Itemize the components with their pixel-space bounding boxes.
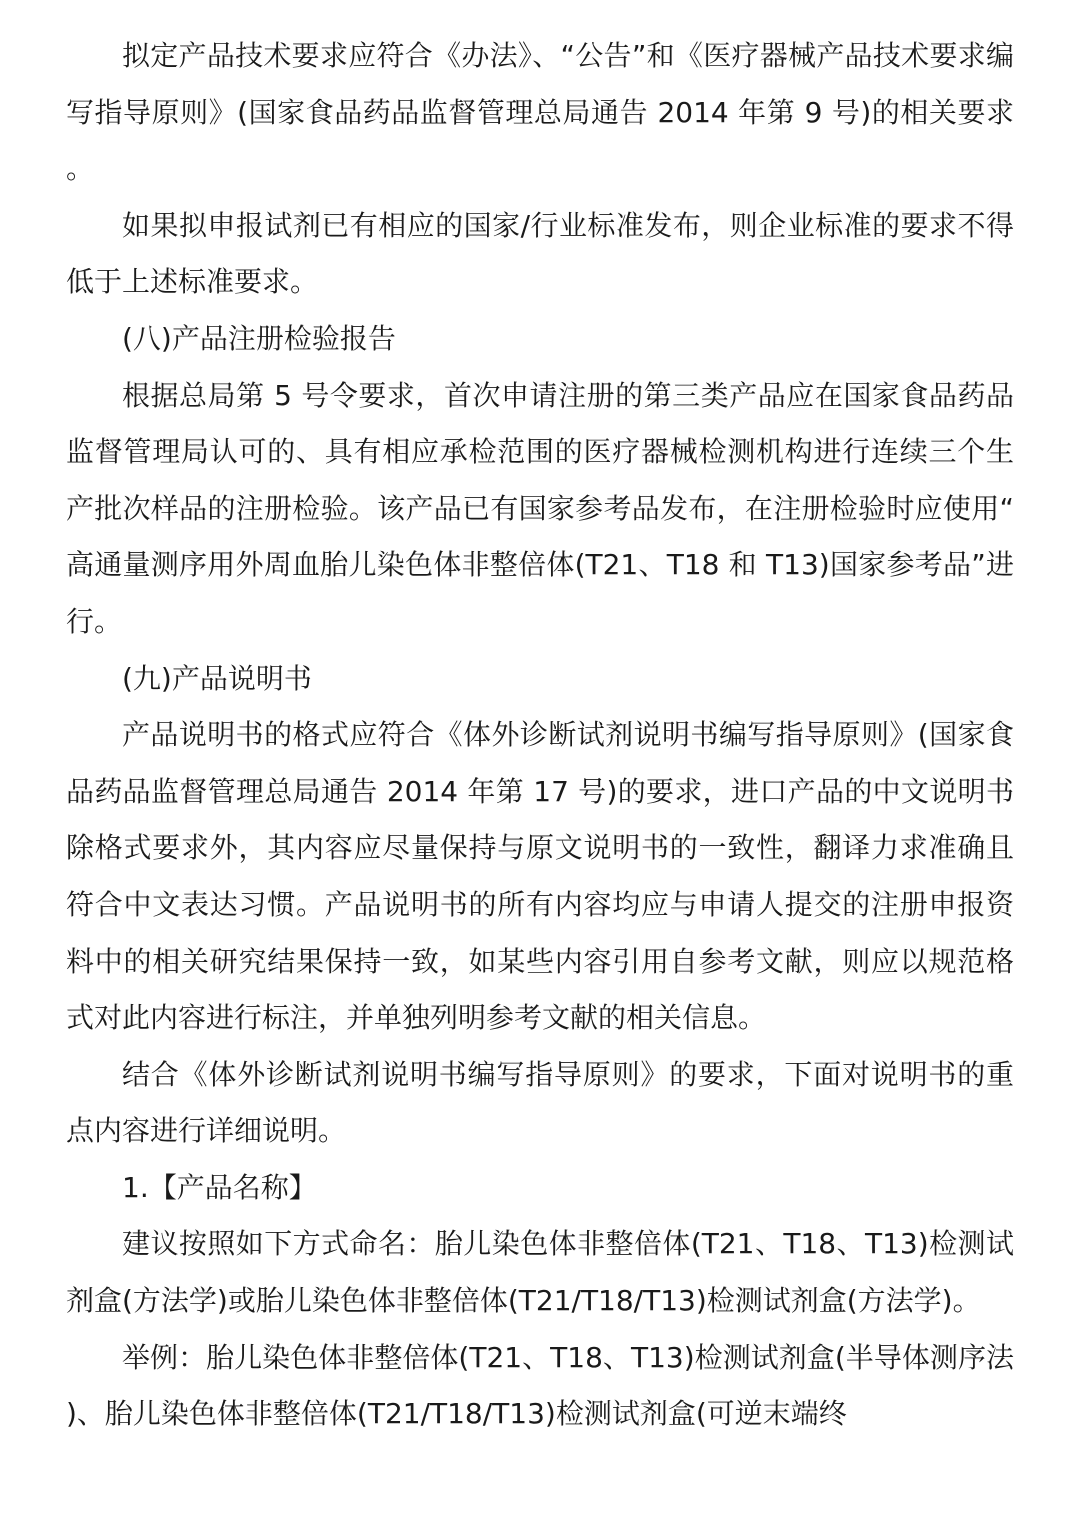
section-heading-product-manual: (九)产品说明书: [122, 661, 312, 695]
subheading-product-name: 1.【产品名称】: [122, 1170, 317, 1204]
document-page: [66, 28, 1014, 1443]
paragraph-manual-key-content: 结合《体外诊断试剂说明书编写指导原则》的要求，下面对说明书的重点内容进行详细说明。: [66, 1057, 1014, 1148]
paragraph-technical-requirements: 拟定产品技术要求应符合《办法》、“公告”和《医疗器械产品技术要求编写指导原则》(国家食品药品监督管理总局通告 2014 年第 9 号)的相关要求。: [66, 39, 1014, 186]
paragraph-naming-example: 举例：胎儿染色体非整倍体(T21、T18、T13)检测试剂盒(半导体测序法)、胎儿染色体非整倍体(T21/T18/T13)检测试剂盒(可逆末端终: [66, 1340, 1014, 1431]
paragraph-manual-format: 产品说明书的格式应符合《体外诊断试剂说明书编写指导原则》(国家食品药品监督管理总局通告 2014 年第 17 号)的要求，进口产品的中文说明书除格式要求外，其内容应尽量保持与原文说明书的一致性，翻译力求准确且符合中文表达习惯。产品说明书的所有内容均应与申请人提交的注册申报资料中的相关研究结果保持一致，如某些内容引用自参考文献，则应以规范格式对此内容进行标注，并单独列明参考文献的相关信息。: [66, 718, 1014, 1035]
paragraph-national-standard: 如果拟申报试剂已有相应的国家/行业标准发布，则企业标准的要求不得低于上述标准要求。: [66, 208, 1014, 299]
section-heading-registration-test-report: (八)产品注册检验报告: [122, 321, 396, 355]
paragraph-registration-test: 根据总局第 5 号令要求，首次申请注册的第三类产品应在国家食品药品监督管理局认可的、具有相应承检范围的医疗器械检测机构进行连续三个生产批次样品的注册检验。该产品已有国家参考品发布，在注册检验时应使用“高通量测序用外周血胎儿染色体非整倍体(T21、T18 和 T13)国家参考品”进行。: [66, 378, 1014, 638]
paragraph-naming-rule: 建议按照如下方式命名：胎儿染色体非整倍体(T21、T18、T13)检测试剂盒(方法学)或胎儿染色体非整倍体(T21/T18/T13)检测试剂盒(方法学)。: [66, 1227, 1014, 1318]
